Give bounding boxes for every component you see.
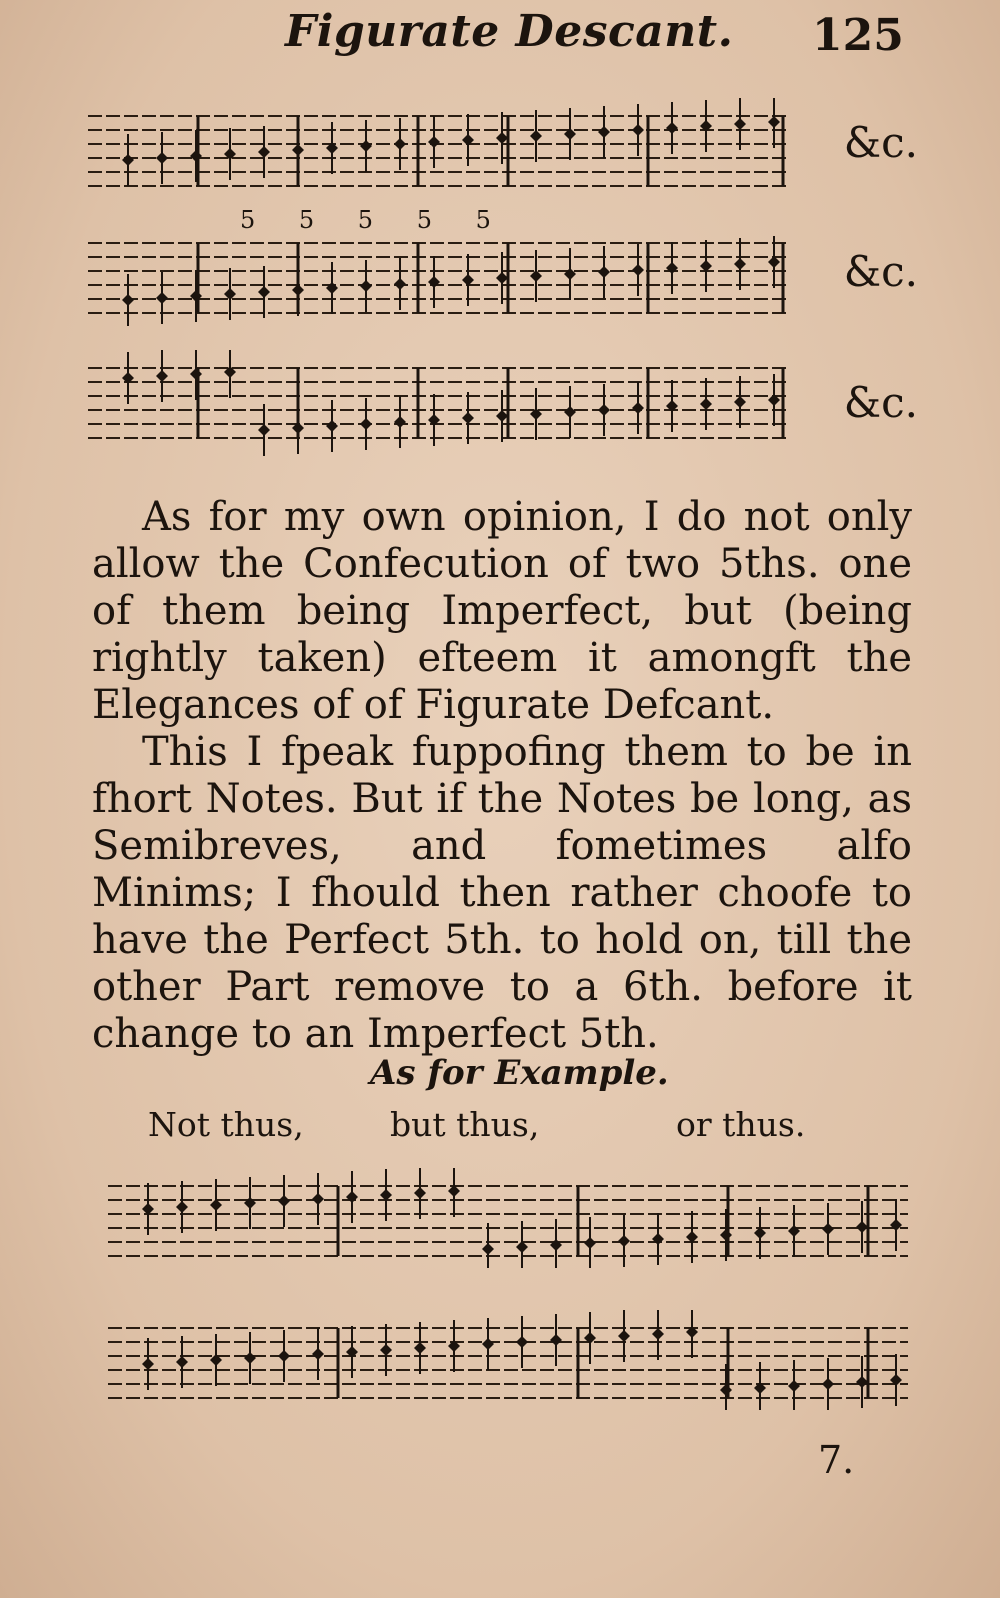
example-staff-1	[108, 1168, 908, 1278]
example-notation-2	[108, 1310, 908, 1410]
caption-not-thus: Not thus,	[148, 1105, 304, 1144]
caption-but-thus: but thus,	[390, 1105, 540, 1144]
caption-or-thus: or thus.	[676, 1105, 806, 1144]
example-notation-1	[108, 1168, 908, 1268]
catchword: 7.	[818, 1438, 855, 1482]
staff-notation-2	[88, 225, 788, 335]
example-staff-2	[108, 1310, 908, 1420]
music-staff-2	[88, 225, 918, 335]
paragraph-2: This I fpeak fuppofing them to be in fhort Notes. But if the Notes be long, as Semibreves, and fometimes alfo Minims; I fhould then rather choofe to have the Perfect 5th. to hold on, till the other Part remove to a 6th. before it change to an Imperfect 5th.	[92, 729, 912, 1057]
paragraph-1: As for my own opinion, I do not only allow the Confecution of two 5ths. one of them being Imperfect, but (being rightly taken) efteem it amongft the Elegances of of Figurate Defcant.	[92, 494, 912, 728]
etc-label-3: &c.	[843, 378, 918, 427]
staff-notation-3	[88, 350, 788, 460]
example-title: As for Example.	[370, 1053, 669, 1093]
etc-label-2: &c.	[843, 247, 918, 296]
staff-notation-1	[88, 98, 788, 208]
body-text	[92, 494, 912, 1058]
music-staff-3	[88, 350, 918, 460]
page-number: 125	[812, 10, 904, 61]
running-head: Figurate Descant.	[285, 6, 734, 57]
music-staff-1	[88, 98, 918, 208]
etc-label-1: &c.	[843, 118, 918, 167]
thoroughbass-figures: 5 5 5 5 5	[240, 206, 509, 234]
